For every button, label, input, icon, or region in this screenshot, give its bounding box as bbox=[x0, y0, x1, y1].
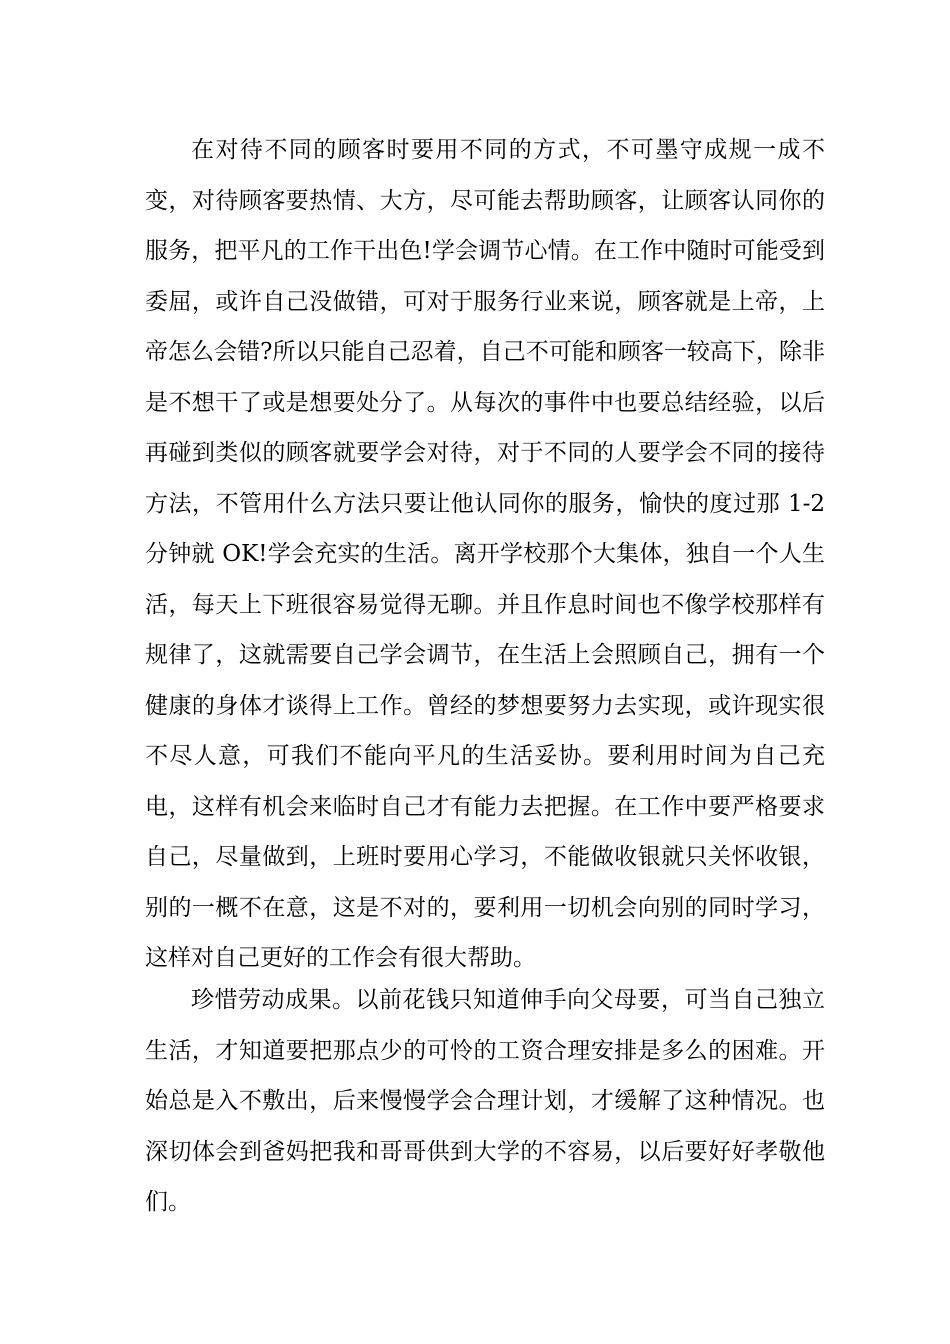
body-paragraph-1: 在对待不同的顾客时要用不同的方式，不可墨守成规一成不变，对待顾客要热情、大方，尽可能去帮助顾客，让顾客认同你的服务，把平凡的工作干出色!学会调节心情。在工作中随时可能受到委屈，或许自己没做错，可对于服务行业来说，顾客就是上帝，上帝怎么会错?所以只能自己忍着，自己不可能和顾客一较高下，除非是不想干了或是想要处分了。从每次的事件中也要总结经验，以后再碰到类似的顾客就要学会对待，对于不同的人要学会不同的接待方法，不管用什么方法只要让他认同你的服务，愉快的度过那 1-2 分钟就 OK!学会充实的生活。离开学校那个大集体，独自一个人生活，每天上下班很容易觉得无聊。并且作息时间也不像学校那样有规律了，这就需要自己学会调节，在生活上会照顾自己，拥有一个健康的身体才谈得上工作。曾经的梦想要努力去实现，或许现实很不尽人意，可我们不能向平凡的生活妥协。要利用时间为自己充电，这样有机会来临时自己才有能力去把握。在工作中要严格要求自己，尽量做到，上班时要用心学习，不能做收银就只关怀收银，别的一概不在意，这是不对的，要利用一切机会向别的同时学习，这样对自己更好的工作会有很大帮助。 bbox=[145, 137, 825, 971]
body-paragraph-2: 珍惜劳动成果。以前花钱只知道伸手向父母要，可当自己独立生活，才知道要把那点少的可怜的工资合理安排是多么的困难。开始总是入不敷出，后来慢慢学会合理计划，才缓解了这种情况。也深切体会到爸妈把我和哥哥供到大学的不容易，以后要好好孝敬他们。 bbox=[145, 987, 825, 1215]
